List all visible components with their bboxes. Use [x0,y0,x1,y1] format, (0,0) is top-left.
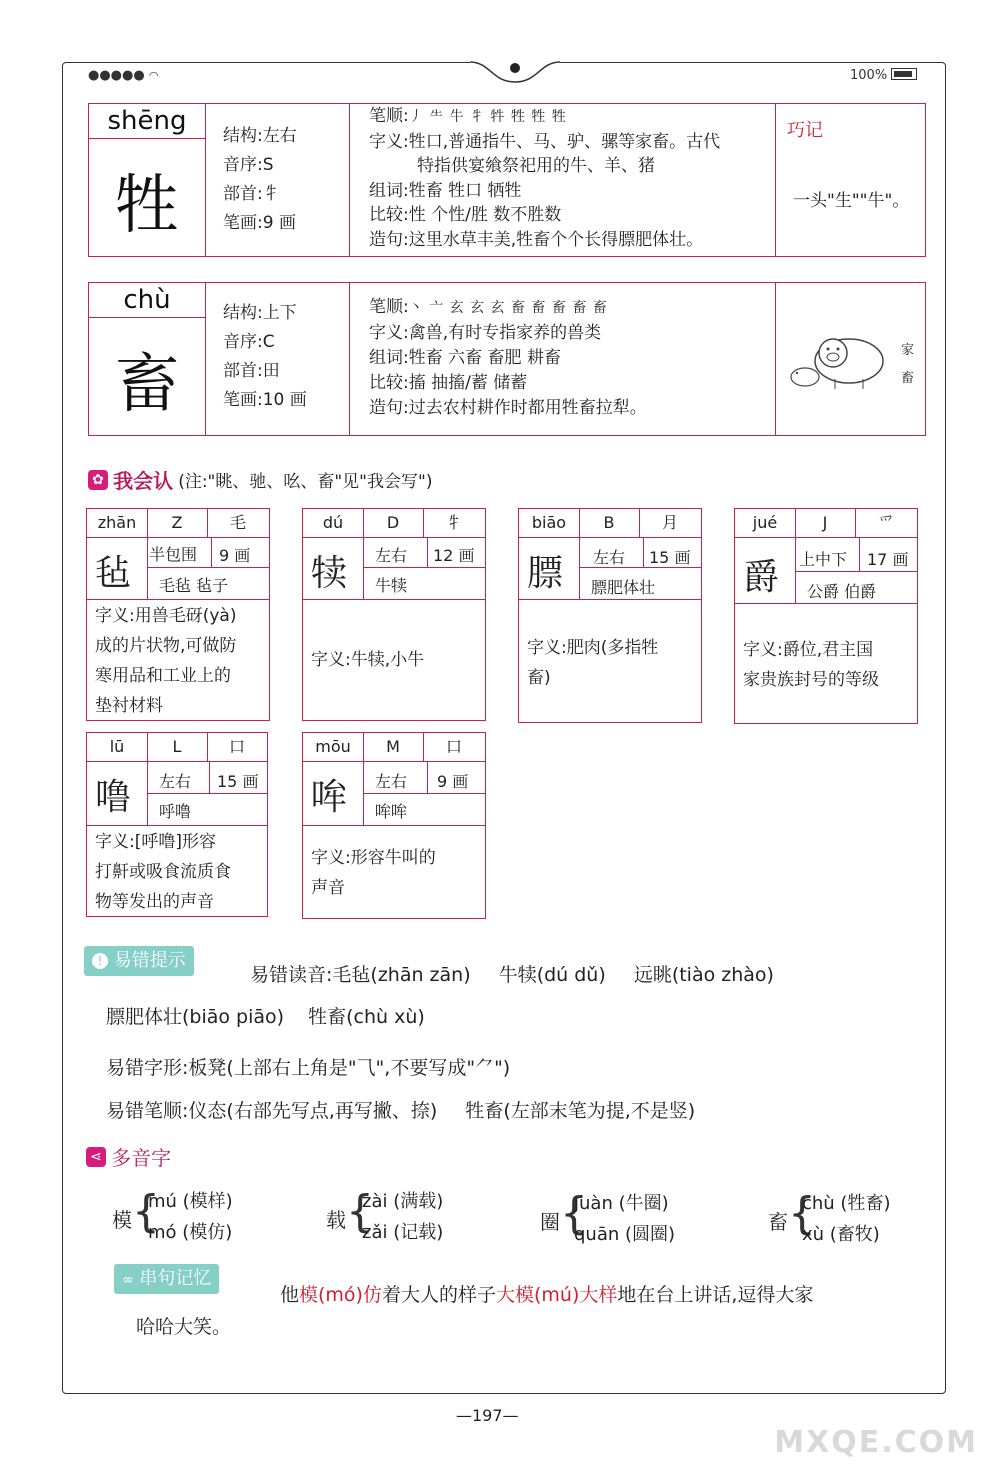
mini-char: 哞 [311,777,348,818]
card-props [223,299,307,415]
battery-percent: 100% [850,68,888,83]
prop-strokes: 笔画:10 画 [223,390,307,410]
mini-radical: 牜 [445,513,462,532]
mini-pinyin: zhān [97,513,137,532]
words: 组词:牲畜 六畜 畜肥 耕畜 [369,348,561,368]
brace-icon: { [788,1188,816,1239]
recognize-card-mou [302,732,486,919]
compare: 比较:性 个性/胜 数不胜数 [369,205,562,225]
prop-structure: 结构:上下 [223,303,297,323]
mini-char: 爵 [743,557,780,598]
reading-4: 膘肥体壮(biāo piāo) [106,1006,285,1028]
polyphone-header [86,1142,171,1171]
mini-structure: 左右 [159,772,192,791]
prop-structure: 结构:左右 [223,126,297,146]
card-details [369,295,769,421]
recognize-card-zhan [86,508,270,721]
mini-letter: D [386,513,400,532]
reading-3: 远眺(tiào zhào) [633,964,774,986]
mini-words: 膘肥体壮 [591,578,656,597]
stroke-sequence: 丿 ⺧ 牛 牜 牪 牲 牲 牲 [408,109,567,125]
mini-pinyin: lū [109,737,125,756]
brace-icon: { [560,1188,588,1239]
mini-strokes: 9 画 [219,546,251,565]
tip-text: 一头"生""牛"。 [793,191,910,211]
battery-indicator [850,68,917,83]
mini-pinyin: biāo [531,513,567,532]
error-stroke-row [106,1096,695,1123]
signal-dots: ●●●●● [88,68,145,83]
errors-badge [84,946,194,976]
mini-letter: Z [171,513,183,532]
sentence: 造句:这里水草丰美,牲畜个个长得膘肥体壮。 [369,229,704,250]
mini-strokes: 15 画 [649,548,691,567]
pig-illustration [783,323,895,403]
reading-1: 毛毡(zhān zān) [332,964,471,986]
error-reading-row-1: 易错读音:毛毡(zhān zān) 牛犊(dú dǔ) 远眺(tiào zhào) [250,964,774,986]
battery-icon [891,68,917,80]
recognize-card-jue [734,508,918,724]
mini-char: 毡 [95,553,132,594]
watermark: MXQE.COM [774,1425,978,1460]
mini-strokes: 12 画 [433,546,475,565]
recognize-card-du [302,508,486,721]
reading-5: 牲畜(chù xù) [308,1006,425,1028]
mini-radical: 毛 [229,513,246,532]
mini-strokes: 9 画 [437,772,469,791]
mini-radical: 口 [228,737,245,756]
mini-letter: M [386,737,400,756]
mini-letter: B [603,513,615,532]
mini-strokes: 17 画 [867,550,909,569]
mini-structure: 左右 [593,548,626,567]
recognize-card-biao [518,508,702,723]
card-char: 牲 [115,169,179,243]
link-icon: ∞ [122,1272,134,1288]
mini-words: 哞哞 [375,802,408,821]
recognize-note: (注:"眺、驰、吆、畜"见"我会写") [178,472,433,492]
memory-highlight-1: 模(mó)仿 [299,1284,382,1306]
char-card-chu [88,282,926,436]
wifi-icon: ◠ [148,69,159,82]
mini-letter: J [822,513,828,532]
image-caption: 家 畜 [901,343,915,386]
meaning: 字义:禽兽,有时专指家养的兽类 [369,323,602,343]
memory-highlight-2: 大模(mú)大样 [496,1284,618,1306]
card-pinyin: chù [123,285,171,315]
recognize-title: 我会认 [113,469,174,493]
stroke-error-2: 牲畜(左部末笔为提,不是竖) [465,1100,696,1122]
mini-definition: 字义:[呼噜]形容 打鼾或吸食流质食 物等发出的声音 [95,832,231,912]
mini-definition: 字义:肥肉(多指牲 畜) [527,638,659,688]
compare: 比较:搐 抽搐/蓄 储蓄 [369,373,528,393]
brace-icon: { [132,1186,160,1237]
prop-radical: 部首:田 [223,361,280,381]
mini-words: 公爵 伯爵 [807,582,877,601]
flower-icon: ✿ [88,470,108,490]
memory-badge [114,1264,219,1294]
mini-definition: 字义:形容牛叫的 声音 [311,848,436,898]
mini-structure: 半包围 [149,545,198,564]
mini-pinyin: jué [752,513,778,532]
stroke-order: 笔顺:丿 ⺧ 牛 牜 牪 牲 牲 牲 [369,106,567,126]
memory-line-1: 他模(mó)仿着大人的样子大模(mú)大样地在台上讲话,逗得大家 [280,1284,814,1306]
error-reading-row-2 [106,1002,425,1029]
mini-structure: 左右 [375,772,408,791]
words: 组词:牲畜 牲口 牺牲 [369,180,522,201]
mini-definition: 字义:牛犊,小牛 [311,650,425,670]
mini-definition: 字义:用兽毛砑(yà) 成的片状物,可做防 寒用品和工业上的 垫衬材料 [95,606,237,716]
mini-definition: 字义:爵位,君主国 家贵族封号的等级 [743,640,879,690]
recognize-card-lu [86,732,268,917]
mini-words: 牛犊 [375,576,408,595]
memory-line-2: 哈哈大笑。 [136,1316,232,1338]
tablet-notch [470,60,560,84]
signal-indicator [88,68,158,83]
card-props [223,122,297,238]
mini-pinyin: mōu [315,737,351,756]
meaning-2: 特指供宴飨祭祀用的牛、羊、猪 [417,156,655,176]
page-number: —197— [456,1406,519,1425]
mini-radical: 爫 [877,513,894,532]
stroke-error-1: 易错笔顺:仪态(右部先写点,再写撇、捺) [106,1100,438,1122]
memory-title: 串句记忆 [139,1268,212,1289]
errors-title: 易错提示 [113,950,186,971]
mini-char: 噜 [95,777,132,818]
mini-words: 毛毡 毡子 [159,576,229,595]
error-shape: 易错字形:板凳(上部右上角是"⺄",不要写成"⺈") [106,1057,511,1079]
card-details [369,104,769,252]
prop-radical: 部首:牜 [223,184,280,204]
char-card-sheng [88,103,926,257]
reading-2: 牛犊(dú dǔ) [498,964,606,986]
tip-title: 巧记 [787,120,823,141]
mini-letter: L [172,737,182,756]
sentence: 造句:过去农村耕作时都用牲畜拉犁。 [369,398,647,418]
mini-structure: 左右 [375,546,408,565]
prop-strokes: 笔画:9 画 [223,213,296,233]
card-char: 畜 [115,348,179,422]
exclamation-icon: ! [92,953,108,969]
mini-pinyin: dú [322,513,344,532]
polyphone-title: 多音字 [111,1146,172,1170]
recognize-header [88,465,432,494]
prop-index: 音序:C [223,332,275,352]
mini-char: 犊 [311,553,348,594]
notch-curve [470,60,560,84]
mini-radical: 口 [445,737,462,756]
mini-char: 膘 [527,553,564,594]
stroke-sequence: 丶 亠 玄 玄 玄 畜 畜 畜 畜 畜 [408,300,608,316]
mini-strokes: 15 画 [217,772,259,791]
brace-icon: { [346,1186,374,1237]
stroke-order: 笔顺:丶 亠 玄 玄 玄 畜 畜 畜 畜 畜 [369,297,608,317]
share-icon: ⋖ [86,1147,106,1167]
meaning-1: 字义:牲口,普通指牛、马、驴、骡等家畜。古代 [369,131,721,152]
mini-radical: 月 [661,513,678,532]
mini-structure: 上中下 [799,550,848,569]
prop-index: 音序:S [223,155,274,175]
mini-words: 呼噜 [159,802,192,821]
card-pinyin: shēng [107,106,187,136]
